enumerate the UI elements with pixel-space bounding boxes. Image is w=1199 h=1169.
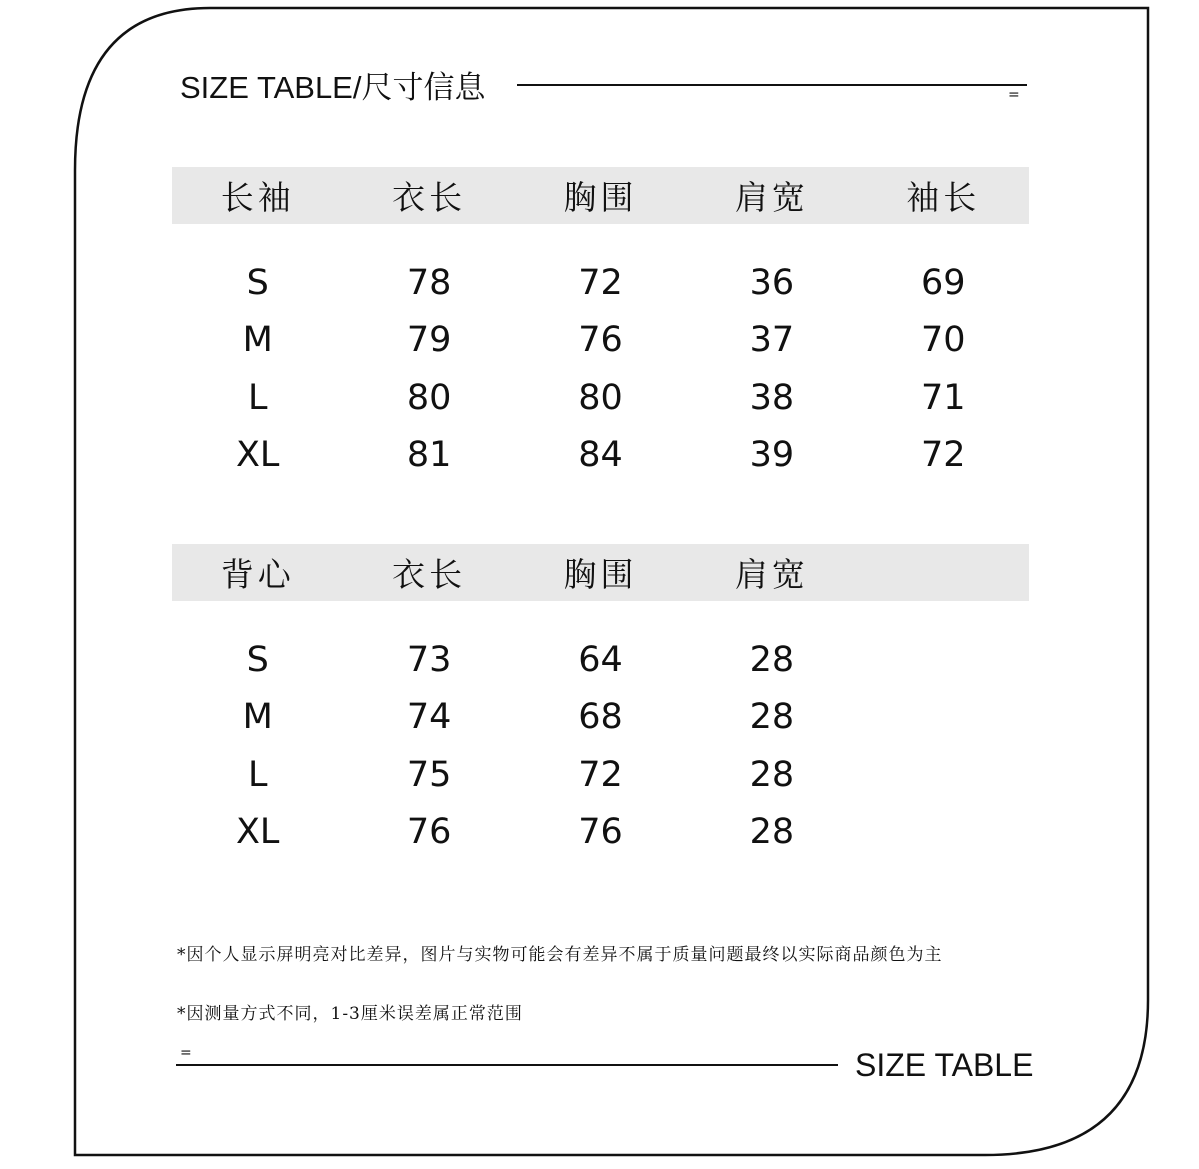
chest-cell: 80 [578, 377, 623, 418]
table-body [172, 631, 1029, 861]
shoulder-cell: 28 [749, 639, 795, 680]
size-cell: L [247, 377, 268, 418]
table-body [172, 254, 1029, 484]
note-display-difference: *因个人显示屏明亮对比差异，图片与实物可能会有差异不属于质量问题最终以实际商品颜色为主 [177, 945, 943, 965]
size-cell: XL [235, 812, 280, 853]
chest-cell: 76 [578, 320, 623, 361]
table-row [172, 312, 1029, 370]
table-row [172, 746, 1029, 804]
page-title: SIZE TABLE/尺寸信息 [180, 70, 486, 105]
shoulder-cell: 28 [749, 754, 795, 795]
sleeve-cell: 71 [920, 377, 966, 418]
length-cell: 80 [406, 377, 452, 418]
size-cell: S [246, 639, 269, 680]
vest-size-table [172, 544, 1029, 861]
chest-cell: 68 [578, 697, 623, 738]
length-cell: 76 [406, 812, 452, 853]
footer-rule [176, 1064, 838, 1066]
long-sleeve-size-table [172, 167, 1029, 484]
header-cell-chest: 胸围 [563, 178, 638, 217]
size-cell: XL [235, 435, 280, 476]
length-cell: 79 [406, 320, 452, 361]
chest-cell: 72 [578, 754, 623, 795]
sleeve-cell: 69 [920, 262, 966, 303]
length-cell: 73 [406, 639, 452, 680]
size-cell: M [242, 320, 273, 361]
header-cell-length: 衣长 [392, 178, 467, 217]
shoulder-cell: 37 [749, 320, 795, 361]
header-cell-length: 衣长 [392, 555, 467, 594]
sleeve-cell: 72 [920, 435, 966, 476]
size-cell: M [242, 697, 273, 738]
header-cell-category: 长袖 [220, 178, 295, 217]
header-cell-sleeve: 袖长 [906, 178, 981, 217]
table-row [172, 427, 1029, 485]
table-row [172, 254, 1029, 312]
chest-cell: 72 [578, 262, 623, 303]
shoulder-cell: 38 [749, 377, 795, 418]
length-cell: 74 [406, 697, 452, 738]
header-cell-category: 背心 [220, 555, 295, 594]
chest-cell: 64 [578, 639, 623, 680]
chest-cell: 76 [578, 812, 623, 853]
shoulder-cell: 36 [749, 262, 795, 303]
header-cell-chest: 胸围 [563, 555, 638, 594]
table-row [172, 631, 1029, 689]
shoulder-cell: 28 [749, 697, 795, 738]
shoulder-cell: 28 [749, 812, 795, 853]
equals-mark-top: = [1008, 87, 1020, 103]
length-cell: 75 [406, 754, 452, 795]
note-measurement-tolerance: *因测量方式不同，1-3厘米误差属正常范围 [177, 1004, 523, 1024]
table-header [172, 167, 1029, 224]
table-header [172, 544, 1029, 601]
header-cell-shoulder: 肩宽 [734, 555, 809, 594]
length-cell: 81 [406, 435, 452, 476]
table-row [172, 369, 1029, 427]
chest-cell: 84 [578, 435, 623, 476]
footer-label: SIZE TABLE [855, 1047, 1034, 1083]
size-cell: S [246, 262, 269, 303]
equals-mark-bottom: = [180, 1045, 192, 1061]
sleeve-cell: 70 [920, 320, 966, 361]
title-rule [517, 84, 1027, 86]
length-cell: 78 [406, 262, 452, 303]
header-cell-shoulder: 肩宽 [734, 178, 809, 217]
size-cell: L [247, 754, 268, 795]
table-row [172, 689, 1029, 747]
shoulder-cell: 39 [749, 435, 795, 476]
table-row [172, 804, 1029, 862]
